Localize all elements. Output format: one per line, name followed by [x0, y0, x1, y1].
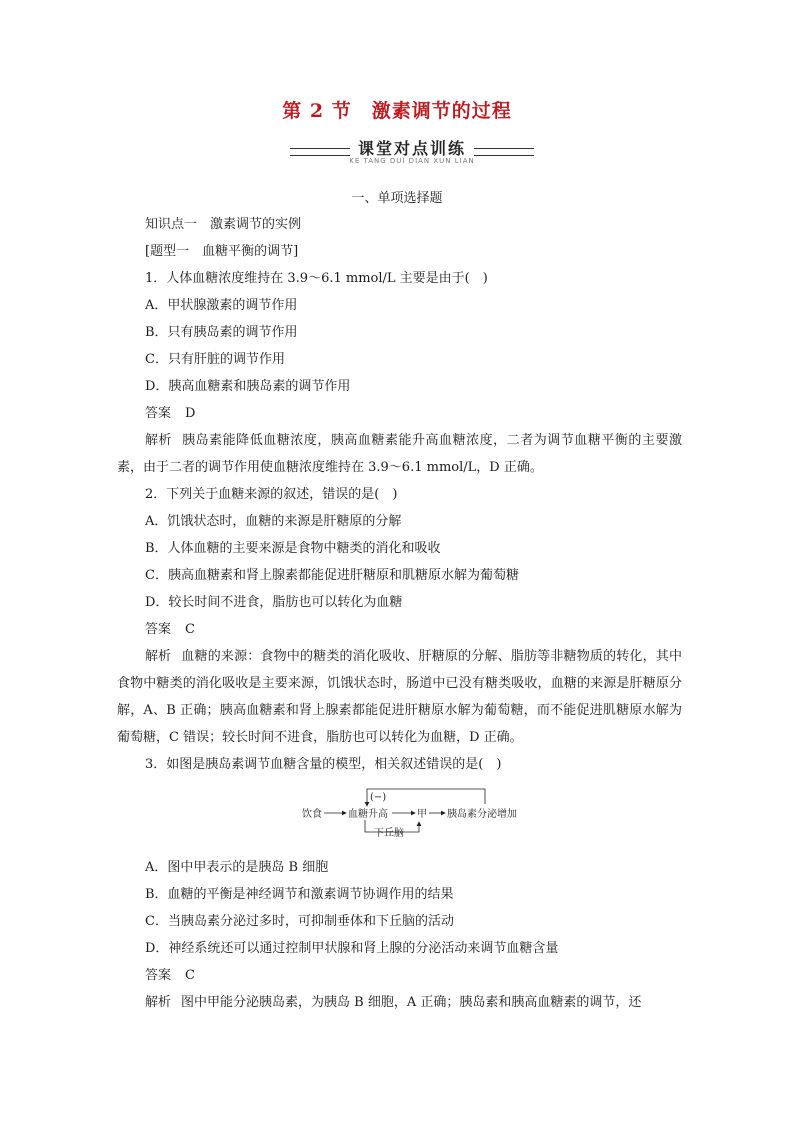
option-b: B．人体血糖的主要来源是食物中糖类的消化和吸收: [145, 541, 441, 556]
diagram-jia: 甲: [417, 809, 427, 820]
option-d: D．较长时间不进食，脂肪也可以转化为血糖: [145, 595, 403, 610]
analysis-text: 血糖的来源：食物中的糖类的消化吸收、肝糖原的分解、脂肪等非糖物质的转化，其中食物中糖类的消化吸收是主要来源，饥饿状态时，肠道中已没有糖类吸收，血糖的来源是肝糖原分解，A、B 正确；胰高血糖素和肾上腺素都能促进肝糖原水解为葡萄糖，而不能促进肌糖原水解为葡萄糖，C 错误；较长时间不进食，脂肪也可以转化为血糖，D 正确。: [117, 649, 682, 745]
option-c: C．当胰岛素分泌过多时，可抑制垂体和下丘脑的活动: [145, 914, 454, 929]
answer-label: 答案: [145, 622, 172, 637]
option-a: A．饥饿状态时，血糖的来源是肝糖原的分解: [145, 514, 402, 529]
page-title: 第 2 节 激素调节的过程: [282, 100, 512, 122]
analysis-label: 解析: [145, 995, 172, 1010]
analysis-paragraph: [117, 643, 682, 751]
question-3: [117, 751, 682, 1016]
question-stem: 3．如图是胰岛素调节血糖含量的模型，相关叙述错误的是( ): [145, 757, 502, 772]
answer-label: 答案: [145, 406, 172, 421]
answer-value: D: [185, 406, 196, 421]
knowledge-point: 知识点一 激素调节的实例: [145, 217, 302, 232]
answer-value: C: [185, 968, 195, 983]
diagram-feedback-sign: (−): [370, 792, 387, 803]
diagram-food: 饮食: [302, 809, 322, 820]
answer-label: 答案: [145, 968, 172, 983]
section-banner: [290, 134, 534, 170]
answer-line: [117, 962, 682, 989]
diagram-hypothalamus: 下丘脑: [374, 828, 404, 839]
banner-title: 课堂对点训练: [357, 139, 466, 158]
diagram-glucose-rise: 血糖升高: [348, 809, 388, 820]
analysis-text: 胰岛素能降低血糖浓度，胰高血糖素能升高血糖浓度，二者为调节血糖平衡的主要激素，由于二者的调节作用使血糖浓度维持在 3.9～6.1 mmol/L，D 正确。: [117, 433, 682, 475]
analysis-paragraph: [117, 427, 682, 481]
option-c: C．胰高血糖素和肾上腺素都能促进肝糖原和肌糖原水解为葡萄糖: [145, 568, 519, 583]
analysis-text: 图中甲能分泌胰岛素，为胰岛 B 细胞，A 正确；胰岛素和胰高血糖素的调节，还: [181, 995, 642, 1010]
question-stem: 1．人体血糖浓度维持在 3.9～6.1 mmol/L 主要是由于( ): [145, 271, 488, 286]
option-a: A．图中甲表示的是胰岛 B 细胞: [145, 860, 329, 875]
document-body: [117, 211, 682, 1016]
diagram-insulin-increase: 胰岛素分泌增加: [447, 809, 517, 820]
answer-value: C: [185, 622, 195, 637]
option-b: B．只有胰岛素的调节作用: [145, 325, 298, 340]
diagram-svg: [117, 784, 682, 846]
analysis-label: 解析: [145, 649, 172, 664]
question-2: [117, 481, 682, 751]
analysis-label: 解析: [145, 433, 173, 448]
insulin-regulation-diagram: [117, 784, 682, 846]
banner-pinyin: KE TANG DUI DIAN XUN LIAN: [349, 157, 475, 165]
answer-line: [117, 616, 682, 643]
option-d: D．神经系统还可以通过控制甲状腺和肾上腺的分泌活动来调节血糖含量: [145, 941, 559, 956]
question-type: [题型一 血糖平衡的调节]: [145, 244, 299, 259]
option-d: D．胰高血糖素和胰岛素的调节作用: [145, 379, 351, 394]
analysis-paragraph: [117, 989, 682, 1016]
option-b: B．血糖的平衡是神经调节和激素调节协调作用的结果: [145, 887, 454, 902]
option-a: A．甲状腺激素的调节作用: [145, 298, 298, 313]
question-stem: 2．下列关于血糖来源的叙述，错误的是( ): [145, 487, 398, 502]
answer-line: [117, 400, 682, 427]
option-c: C．只有肝脏的调节作用: [145, 352, 285, 367]
question-1: [117, 265, 682, 481]
section-heading: 一、单项选择题: [351, 191, 443, 206]
